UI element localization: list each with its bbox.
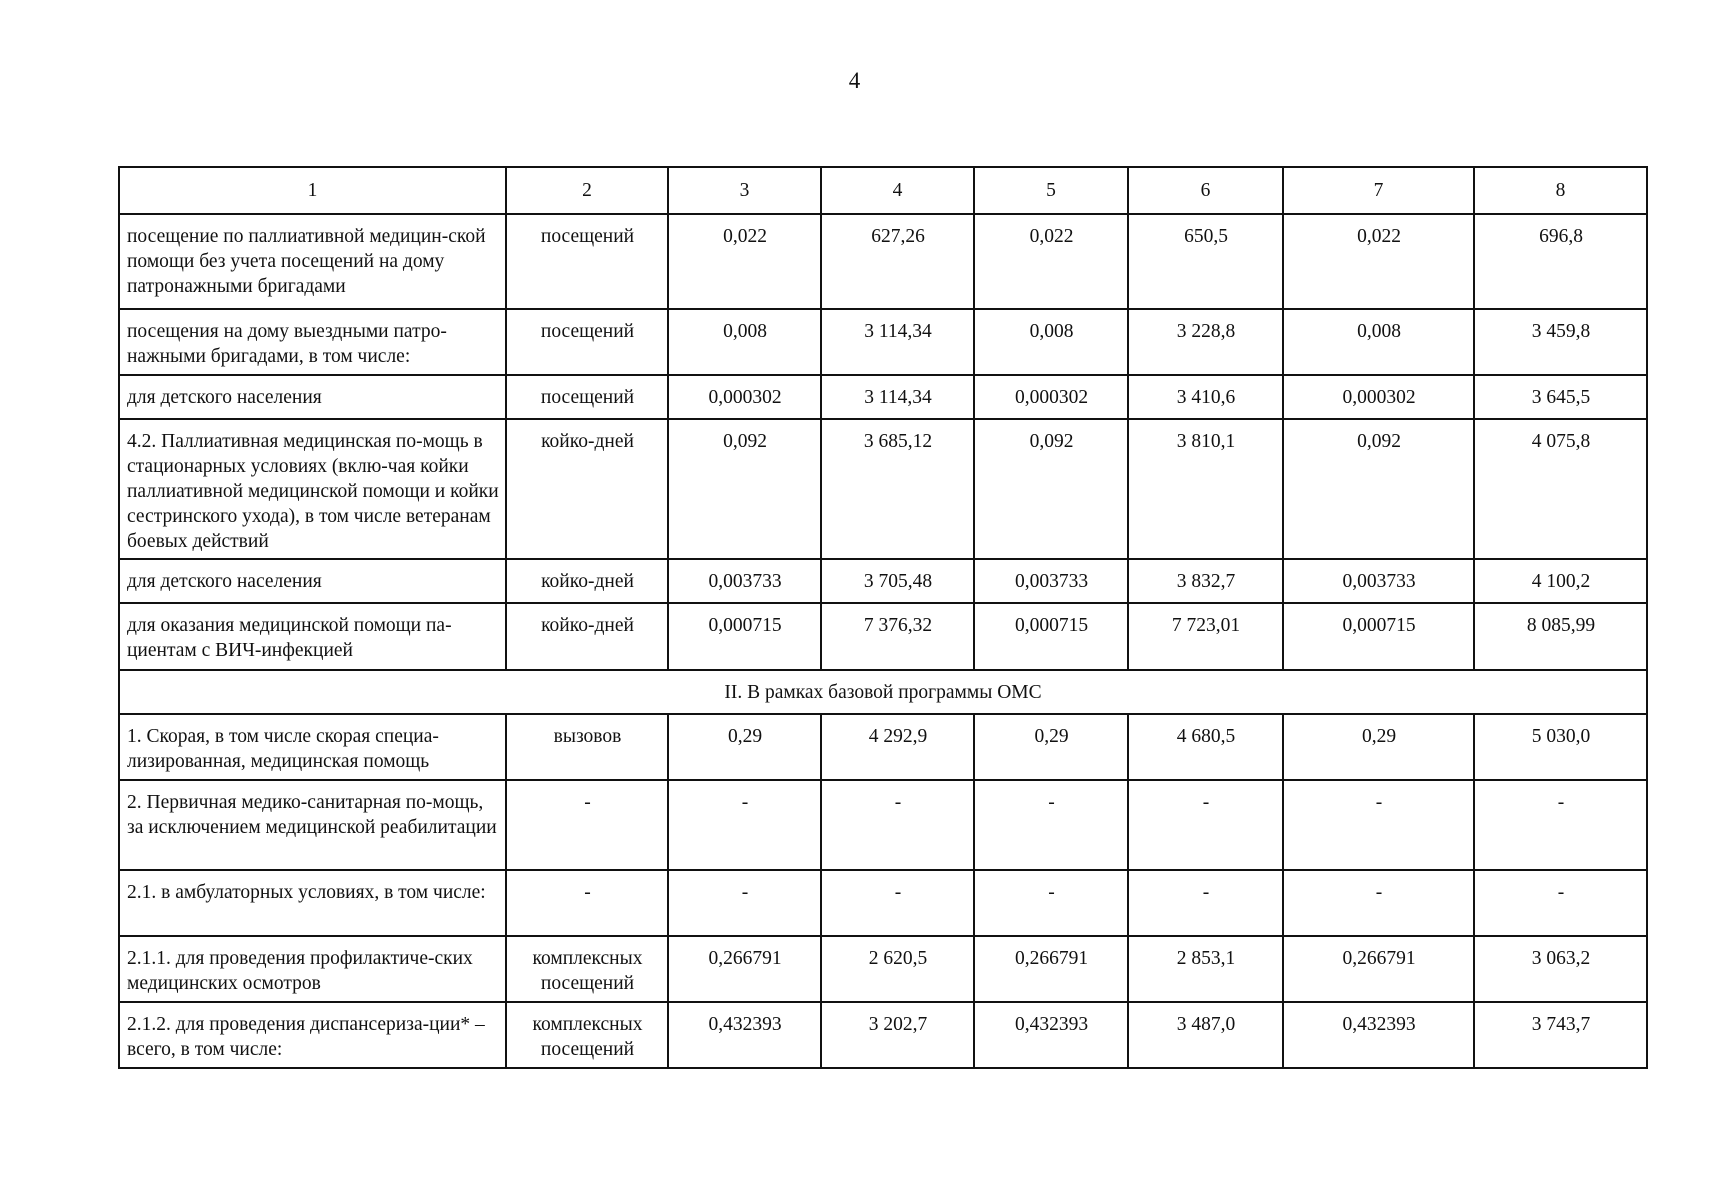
row-label: для оказания медицинской помощи па-циентам с ВИЧ-инфекцией (119, 603, 506, 670)
value-cell: 650,5 (1128, 214, 1283, 309)
value-cell: - (668, 870, 821, 936)
value-cell: - (1474, 870, 1647, 936)
value-cell: 3 645,5 (1474, 375, 1647, 419)
value-cell: 0,000715 (1283, 603, 1474, 670)
unit-cell: посещений (506, 309, 668, 375)
value-cell: 3 832,7 (1128, 559, 1283, 603)
value-cell: - (1128, 870, 1283, 936)
value-cell: 2 853,1 (1128, 936, 1283, 1002)
value-cell: 3 459,8 (1474, 309, 1647, 375)
value-cell: - (821, 780, 974, 870)
column-header-4: 4 (821, 167, 974, 214)
value-cell: 4 100,2 (1474, 559, 1647, 603)
table-row (119, 309, 1647, 375)
row-label: 2.1.2. для проведения диспансериза-ции* – всего, в том числе: (119, 1002, 506, 1068)
column-header-5: 5 (974, 167, 1128, 214)
table-row (119, 419, 1647, 559)
value-cell: 696,8 (1474, 214, 1647, 309)
value-cell: 0,003733 (974, 559, 1128, 603)
value-cell: 0,092 (974, 419, 1128, 559)
value-cell: 4 075,8 (1474, 419, 1647, 559)
value-cell: 4 680,5 (1128, 714, 1283, 780)
value-cell: 0,022 (974, 214, 1128, 309)
row-label: 2.1. в амбулаторных условиях, в том числе: (119, 870, 506, 936)
row-label: для детского населения (119, 375, 506, 419)
section-title: II. В рамках базовой программы ОМС (119, 670, 1647, 714)
unit-cell: койко-дней (506, 559, 668, 603)
table-row (119, 870, 1647, 936)
unit-cell: посещений (506, 214, 668, 309)
value-cell: 0,000715 (974, 603, 1128, 670)
table-row (119, 214, 1647, 309)
value-cell: 3 487,0 (1128, 1002, 1283, 1068)
value-cell: 0,432393 (974, 1002, 1128, 1068)
value-cell: 0,266791 (974, 936, 1128, 1002)
unit-cell: койко-дней (506, 603, 668, 670)
value-cell: 3 228,8 (1128, 309, 1283, 375)
value-cell: 8 085,99 (1474, 603, 1647, 670)
row-label: посещение по паллиативной медицин-ской помощи без учета посещений на дому патронажными бригадами (119, 214, 506, 309)
value-cell: 0,003733 (1283, 559, 1474, 603)
column-header-6: 6 (1128, 167, 1283, 214)
value-cell: 627,26 (821, 214, 974, 309)
column-header-8: 8 (1474, 167, 1647, 214)
value-cell: 2 620,5 (821, 936, 974, 1002)
value-cell: 0,432393 (668, 1002, 821, 1068)
value-cell: 0,266791 (1283, 936, 1474, 1002)
value-cell: - (1283, 870, 1474, 936)
value-cell: 3 410,6 (1128, 375, 1283, 419)
value-cell: 3 114,34 (821, 375, 974, 419)
column-header-1: 1 (119, 167, 506, 214)
table-row (119, 1002, 1647, 1068)
value-cell: 0,000715 (668, 603, 821, 670)
column-header-2: 2 (506, 167, 668, 214)
value-cell: 0,432393 (1283, 1002, 1474, 1068)
unit-cell: - (506, 780, 668, 870)
table-row (119, 559, 1647, 603)
value-cell: 0,266791 (668, 936, 821, 1002)
column-header-3: 3 (668, 167, 821, 214)
table-row (119, 603, 1647, 670)
value-cell: - (1128, 780, 1283, 870)
value-cell: 0,000302 (1283, 375, 1474, 419)
value-cell: - (974, 780, 1128, 870)
value-cell: 0,29 (668, 714, 821, 780)
value-cell: - (1474, 780, 1647, 870)
page-number: 4 (848, 68, 861, 93)
row-label: 2. Первичная медико-санитарная по-мощь, за исключением медицинской реабилитации (119, 780, 506, 870)
value-cell: 0,003733 (668, 559, 821, 603)
value-cell: 3 685,12 (821, 419, 974, 559)
row-label: посещения на дому выездными патро-нажными бригадами, в том числе: (119, 309, 506, 375)
value-cell: 0,022 (668, 214, 821, 309)
unit-cell: вызовов (506, 714, 668, 780)
value-cell: 0,092 (668, 419, 821, 559)
value-cell: 0,022 (1283, 214, 1474, 309)
value-cell: 0,000302 (668, 375, 821, 419)
row-label: 2.1.1. для проведения профилактиче-ских медицинских осмотров (119, 936, 506, 1002)
value-cell: 4 292,9 (821, 714, 974, 780)
row-label: 1. Скорая, в том числе скорая специа-лизированная, медицинская помощь (119, 714, 506, 780)
value-cell: 3 705,48 (821, 559, 974, 603)
value-cell: 3 202,7 (821, 1002, 974, 1068)
unit-cell: комплексных посещений (506, 936, 668, 1002)
unit-cell: посещений (506, 375, 668, 419)
value-cell: 7 376,32 (821, 603, 974, 670)
table-row (119, 714, 1647, 780)
value-cell: 3 114,34 (821, 309, 974, 375)
value-cell: 0,008 (974, 309, 1128, 375)
value-cell: 0,092 (1283, 419, 1474, 559)
value-cell: - (668, 780, 821, 870)
value-cell: 0,000302 (974, 375, 1128, 419)
section-row (119, 670, 1647, 714)
value-cell: - (821, 870, 974, 936)
unit-cell: - (506, 870, 668, 936)
column-header-7: 7 (1283, 167, 1474, 214)
row-label: для детского населения (119, 559, 506, 603)
value-cell: 5 030,0 (1474, 714, 1647, 780)
value-cell: 0,008 (1283, 309, 1474, 375)
table-header-row (119, 167, 1647, 214)
value-cell: 7 723,01 (1128, 603, 1283, 670)
row-label: 4.2. Паллиативная медицинская по-мощь в стационарных условиях (вклю-чая койки паллиативной медицинской помощи и койки сестринского ухода), в том числе ветеранам боевых действий (119, 419, 506, 559)
table-row (119, 780, 1647, 870)
table-row (119, 936, 1647, 1002)
value-cell: 0,29 (1283, 714, 1474, 780)
table-row (119, 375, 1647, 419)
value-cell: 3 810,1 (1128, 419, 1283, 559)
value-cell: 3 743,7 (1474, 1002, 1647, 1068)
unit-cell: комплексных посещений (506, 1002, 668, 1068)
value-cell: 0,29 (974, 714, 1128, 780)
value-cell: - (1283, 780, 1474, 870)
value-cell: 3 063,2 (1474, 936, 1647, 1002)
value-cell: 0,008 (668, 309, 821, 375)
unit-cell: койко-дней (506, 419, 668, 559)
value-cell: - (974, 870, 1128, 936)
data-table (118, 166, 1648, 1069)
